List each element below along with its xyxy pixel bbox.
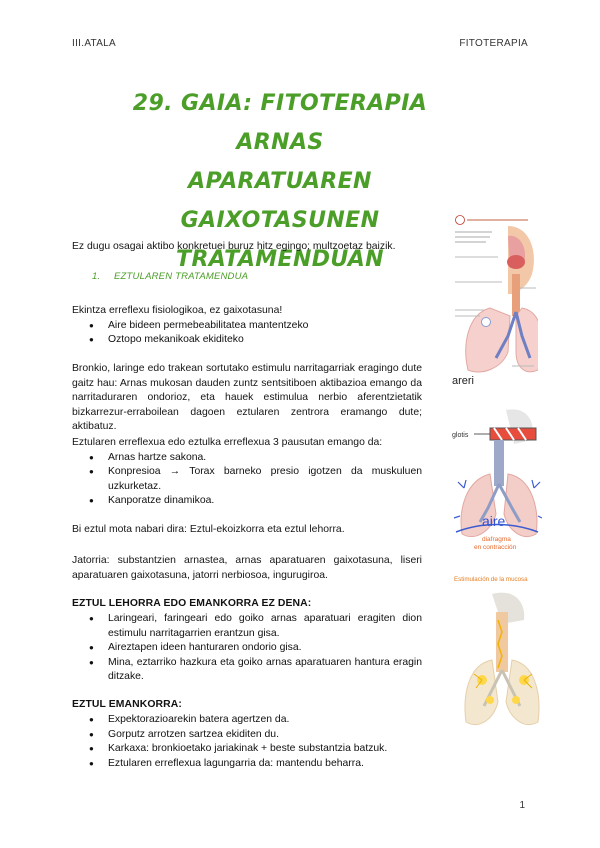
section-number: 1. [92,271,101,282]
list-item: ● Oztopo mekanikoak ekiditeko [72,333,422,348]
list-item: ● Kanporatze dinamikoa. [72,494,422,509]
paragraph-1: Ekintza erreflexu fisiologikoa, ez gaixotasuna! [72,305,283,316]
section-label: EZTULAREN TRATAMENDUA [114,271,249,282]
mucosa-stimulation-illustration [452,572,544,742]
cough-mechanism-illustration [452,400,542,560]
list-item: ● Gorputz arrotzen sartzea ekiditen du. [72,728,422,743]
heading-productive-cough: EZTUL EMANKORRA: [72,699,182,710]
figure-3-title: Estimulación de la mucosa [454,576,528,583]
paragraph-4: Bi eztul mota nabari dira: Eztul-ekoizkorra eta eztul lehorra. [72,524,345,535]
mucosa-stimulation-figure [452,572,544,742]
title-line-3: TRATAMENDUAN [176,247,384,272]
list-item: ● Mina, eztarriko hazkura eta goiko arnas aparatuaren hantura eragin ditzake. [72,656,422,685]
bullet-list-2 [72,451,422,509]
glottis-label: glotis [452,432,469,439]
air-label: aire [482,513,506,529]
title-line-2: APARATUAREN GAIXOTASUNEN [180,169,380,233]
list-item: ● Arnas hartze sakona. [72,451,422,466]
paragraph-5: Jatorria: substantzien arnastea, arnas aparatuaren gaixotasuna, liseri aparatuaren gaixotasuna, jatorri nerbiosoa, ingurugiroa. [72,555,422,581]
list-item: ● Karkaxa: bronkioetako jariakinak + beste substantzia batzuk. [72,742,422,757]
figure-1-cut-label: areri [452,375,475,387]
bullet-list-1 [72,319,422,348]
header-left: III.ATALA [72,38,117,49]
contraction-label: en contracción [474,544,517,551]
cough-mechanism-figure [452,400,542,560]
bullet-list-4 [72,713,422,771]
paragraph-2: Bronkio, laringe edo trakean sortutako estimulu narritagarriak eragingo dute gaitz hau: Arnas mukosan dauden zuntz sentsitiboen aktibazioa emango da narritaduraren ondorioz, eta hauek estimulua nerbio aferentzietatik bizkarrezur-erraboilean dagoen eztularen zentrora eramango dute; aktibatuz. [72,363,422,433]
header-right: FITOTERAPIA [459,38,528,49]
intro-paragraph: Ez dugu osagai aktibo konkretuei buruz hitz egingo; multzoetaz baizik. [72,241,396,252]
list-item: ● Laringeari, faringeari edo goiko arnas aparatuari eragiten dion estimulu narritagarrien erantzun gisa. [72,612,422,641]
diaphragm-label: diafragma [482,536,511,543]
list-item: ● Konpresioa → Torax barneko presio igotzen da muskuluen uzkurketaz. [72,465,422,494]
list-item: ● Expektorazioarekin batera agertzen da. [72,713,422,728]
airway-anatomy-figure [450,212,538,387]
page-number: 1 [519,800,525,811]
paragraph-3: Eztularen erreflexua edo eztulka erreflexua 3 pausutan emango da: [72,437,383,448]
section-heading [92,271,248,282]
list-item: ● Aire bideen permebeabilitatea mantentzeko [72,319,422,334]
heading-dry-cough: EZTUL LEHORRA EDO EMANKORRA EZ DENA: [72,598,312,609]
title-line-1: 29. GAIA: FITOTERAPIA ARNAS [132,91,428,155]
bullet-list-3 [72,612,422,685]
list-item: ● Aireztapen ideen hanturaren ondorio gisa. [72,641,422,656]
list-item: ● Eztularen erreflexua lagungarria da: mantendu beharra. [72,757,422,772]
airway-anatomy-illustration [450,212,538,387]
